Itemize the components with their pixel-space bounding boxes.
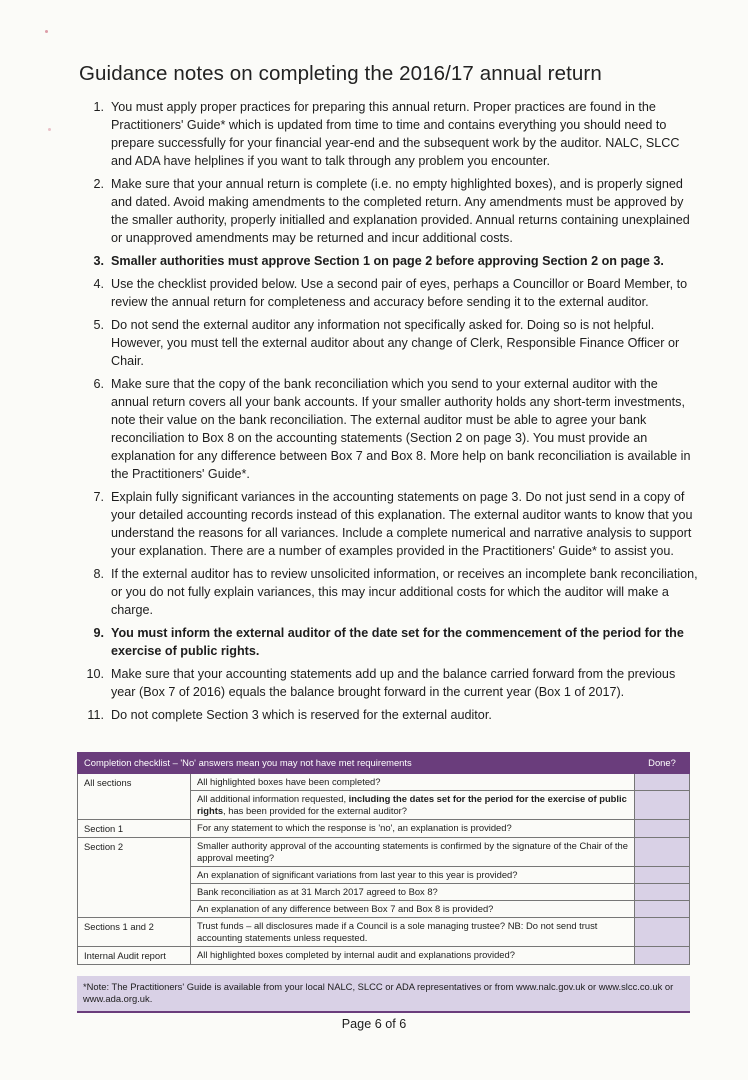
note-number: 6. xyxy=(93,377,104,391)
guidance-notes-list xyxy=(80,98,698,729)
note-text: Make sure that your annual return is complete (i.e. no empty highlighted boxes), and is properly signed and dated. Avoid making amendments to the completed return. Any amendments must be approved by the smaller authority, properly initialled and explanation provided. Annual returns containing unexplained or unapproved amendments may be returned and incur additional costs. xyxy=(111,177,690,245)
done-column-header: Done? xyxy=(635,753,690,774)
requirement-cell: For any statement to which the response is 'no', an explanation is provided? xyxy=(191,820,635,838)
requirement-cell xyxy=(191,791,635,820)
list-item xyxy=(80,706,698,724)
list-item xyxy=(80,624,698,660)
list-item xyxy=(80,488,698,560)
section-cell: Internal Audit report xyxy=(78,947,191,965)
done-checkbox[interactable] xyxy=(635,791,690,820)
requirement-cell: Bank reconciliation as at 31 March 2017 agreed to Box 8? xyxy=(191,884,635,901)
note-text: Use the checklist provided below. Use a second pair of eyes, perhaps a Councillor or Board Member, to review the annual return for completeness and accuracy before sending it to the external auditor. xyxy=(111,277,688,309)
requirement-cell: An explanation of any difference between Box 7 and Box 8 is provided? xyxy=(191,901,635,918)
done-checkbox[interactable] xyxy=(635,838,690,867)
list-item xyxy=(80,275,698,311)
section-cell: All sections xyxy=(78,774,191,820)
note-text: Make sure that the copy of the bank reconciliation which you send to your external auditor with the annual return covers all your bank accounts. If your smaller authority holds any short-term investments, note their value on the bank reconciliation. The external auditor must be able to agree your bank reconciliation to Box 8 on the accounting statements (Section 2 on page 3). You must provide an explanation for any difference between Box 7 and Box 8. More help on bank reconciliation is available in the Practitioners' Guide*. xyxy=(111,377,691,481)
note-number: 4. xyxy=(93,277,104,291)
note-number: 8. xyxy=(93,567,104,581)
list-item xyxy=(80,375,698,483)
note-number: 5. xyxy=(93,318,104,332)
requirement-cell: An explanation of significant variations from last year to this year is provided? xyxy=(191,867,635,884)
table-row xyxy=(78,918,690,947)
list-item xyxy=(80,316,698,370)
practitioners-guide-footnote: *Note: The Practitioners' Guide is available from your local NALC, SLCC or ADA representatives or from www.nalc.gov.uk or www.slcc.co.uk or www.ada.org.uk. xyxy=(77,976,690,1013)
done-checkbox[interactable] xyxy=(635,867,690,884)
requirement-cell: All highlighted boxes completed by internal audit and explanations provided? xyxy=(191,947,635,965)
table-row xyxy=(78,820,690,838)
page-title: Guidance notes on completing the 2016/17 annual return xyxy=(79,62,602,85)
requirement-text: All additional information requested, xyxy=(197,793,349,804)
table-row xyxy=(78,838,690,867)
done-checkbox[interactable] xyxy=(635,947,690,965)
note-text: You must apply proper practices for preparing this annual return. Proper practices are found in the Practitioners' Guide* which is updated from time to time and contains everything you should need to prepare successfully for your financial year-end and the subsequent work by the auditor. NALC, SLCC and ADA have helplines if you want to talk through any problem you encounter. xyxy=(111,100,680,168)
note-text: Smaller authorities must approve Section 1 on page 2 before approving Section 2 on page 3. xyxy=(111,254,664,268)
list-item xyxy=(80,565,698,619)
requirement-text-bold: including the dates set for the period for the exercise of public rights xyxy=(197,793,627,816)
list-item xyxy=(80,98,698,170)
note-number: 3. xyxy=(93,254,104,268)
note-number: 2. xyxy=(93,177,104,191)
note-text: You must inform the external auditor of the date set for the commencement of the period for the exercise of public rights. xyxy=(111,626,684,658)
page-number: Page 6 of 6 xyxy=(341,1017,407,1031)
paper-speck xyxy=(48,128,51,131)
note-number: 11. xyxy=(87,708,104,722)
note-text: Do not send the external auditor any information not specifically asked for. Doing so is not helpful. However, you must tell the external auditor about any change of Clerk, Responsible Finance Officer or Chair. xyxy=(111,318,680,368)
section-cell: Sections 1 and 2 xyxy=(78,918,191,947)
completion-checklist-table xyxy=(77,752,690,965)
table-row xyxy=(78,774,690,791)
list-item xyxy=(80,252,698,270)
note-number: 7. xyxy=(93,490,104,504)
paper-speck xyxy=(45,30,48,33)
note-number: 1. xyxy=(93,100,104,114)
note-number: 9. xyxy=(93,626,104,640)
list-item xyxy=(80,175,698,247)
done-checkbox[interactable] xyxy=(635,884,690,901)
requirement-cell: Smaller authority approval of the accounting statements is confirmed by the signature of the Chair of the approval meeting? xyxy=(191,838,635,867)
note-text: If the external auditor has to review unsolicited information, or receives an incomplete bank reconciliation, or you do not fully explain variances, this may incur additional costs for which the auditor will make a charge. xyxy=(111,567,698,617)
done-checkbox[interactable] xyxy=(635,820,690,838)
section-cell: Section 2 xyxy=(78,838,191,918)
done-checkbox[interactable] xyxy=(635,901,690,918)
note-text: Do not complete Section 3 which is reserved for the external auditor. xyxy=(111,708,492,722)
requirement-cell: Trust funds – all disclosures made if a Council is a sole managing trustee? NB: Do not send trust accounting statements unless requested. xyxy=(191,918,635,947)
done-checkbox[interactable] xyxy=(635,774,690,791)
note-text: Make sure that your accounting statements add up and the balance carried forward from the previous year (Box 7 of 2016) equals the balance brought forward in the current year (Box 1 of 2017). xyxy=(111,667,676,699)
note-number: 10. xyxy=(86,667,104,681)
note-text: Explain fully significant variances in the accounting statements on page 3. Do not just send in a copy of your detailed accounting records instead of this explanation. The external auditor wants to know that you understand the reasons for all variances. Include a complete numerical and narrative analysis to support your explanation. There are a number of examples provided in the Practitioners' Guide* to assist you. xyxy=(111,490,693,558)
list-item xyxy=(80,665,698,701)
table-row xyxy=(78,947,690,965)
checklist-header-row xyxy=(78,753,690,774)
section-cell: Section 1 xyxy=(78,820,191,838)
requirement-text: , has been provided for the external auditor? xyxy=(223,805,408,816)
requirement-cell: All highlighted boxes have been completed? xyxy=(191,774,635,791)
done-checkbox[interactable] xyxy=(635,918,690,947)
checklist-header: Completion checklist – 'No' answers mean you may not have met requirements xyxy=(78,753,635,774)
